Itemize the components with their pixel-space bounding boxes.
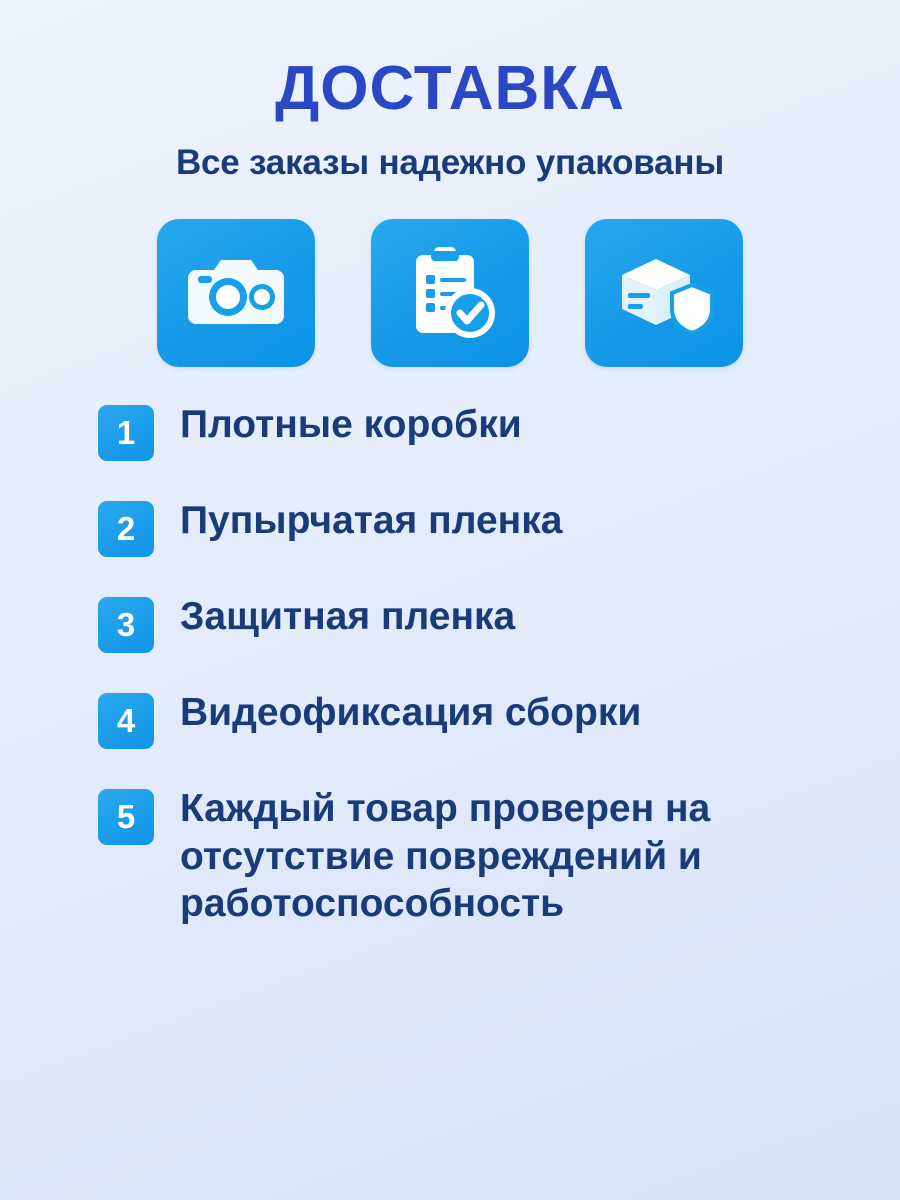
icon-tile-camera — [157, 219, 315, 367]
list-item-label: Защитная пленка — [180, 595, 516, 639]
list-item — [98, 785, 860, 928]
list-item-number: 3 — [98, 597, 154, 653]
page-title: ДОСТАВКА — [275, 54, 625, 123]
list-item-number: 4 — [98, 693, 154, 749]
list-item-number: 1 — [98, 405, 154, 461]
list-item-label: Каждый товар проверен на отсутствие повреждений и работоспособность — [180, 787, 711, 926]
list-item-number: 2 — [98, 501, 154, 557]
list-item-label: Пупырчатая пленка — [180, 499, 563, 543]
list-item — [98, 593, 860, 653]
icon-tile-box-shield — [585, 219, 743, 367]
list-item — [98, 497, 860, 557]
list-item-number: 5 — [98, 789, 154, 845]
features-list — [40, 401, 860, 928]
list-item-label: Плотные коробки — [180, 403, 522, 447]
list-item-label: Видеофиксация сборки — [180, 691, 642, 735]
list-item — [98, 689, 860, 749]
camera-icon — [184, 250, 288, 336]
clipboard-check-icon — [404, 243, 496, 343]
list-item — [98, 401, 860, 461]
icons-row — [40, 219, 860, 367]
page-subtitle: Все заказы надежно упакованы — [175, 143, 725, 183]
box-shield-icon — [612, 247, 716, 339]
icon-tile-clipboard-check — [371, 219, 529, 367]
